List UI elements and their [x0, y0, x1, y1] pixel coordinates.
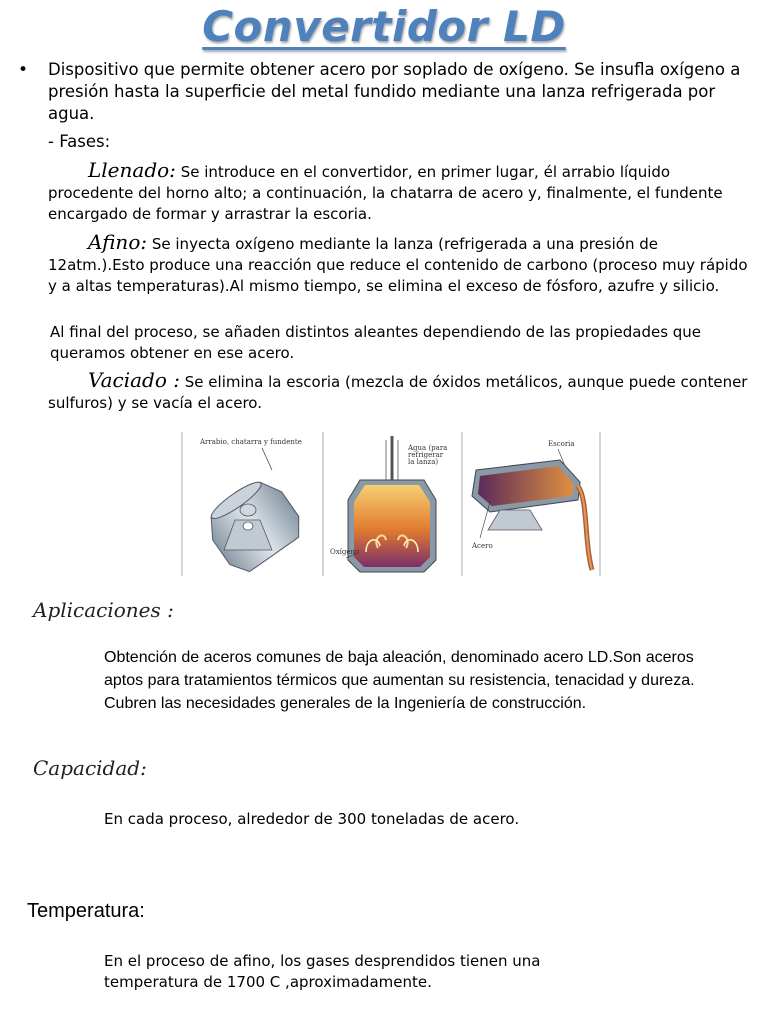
phase-afino	[48, 232, 758, 297]
bullet-marker: •	[18, 60, 29, 80]
phases-label: - Fases:	[48, 132, 111, 151]
page-title-text: Convertidor LD	[202, 2, 566, 51]
stage-refining	[330, 436, 447, 572]
phase-vaciado-name: Vaciado :	[88, 368, 180, 392]
text-temperatura: En el proceso de afino, los gases desprendidos tienen una temperatura de 1700 C ,aproximadamente.	[104, 952, 541, 991]
label-steel: Acero	[472, 542, 493, 550]
phase-llenado	[48, 160, 758, 225]
phase-afino-name: Afino:	[88, 230, 148, 254]
intro-paragraph: Dispositivo que permite obtener acero por soplado de oxígeno. Se insufla oxígeno a presión hasta la superficie del metal fundido mediante una lanza refrigerada por agua.	[48, 60, 741, 123]
afino-extra: Al final del proceso, se añaden distintos aleantes dependiendo de las propiedades que queramos obtener en ese acero.	[50, 323, 702, 362]
label-water: Agua (para refrigerar la lanza)	[408, 444, 448, 466]
label-filling: Arrabio, chatarra y fundente	[200, 438, 302, 446]
text-aplicaciones: Obtención de aceros comunes de baja aleación, denominado acero LD.Son aceros aptos para tratamientos térmicos que aumentan su resistencia, tenacidad y dureza. Cubren las necesidades generales de la Ingeniería de construcción.	[104, 649, 695, 712]
stage-tapping	[471, 440, 592, 570]
label-slag: Escoria	[548, 440, 575, 448]
phase-llenado-text: Se introduce en el convertidor, en primer lugar, él arrabio líquido procedente del horno alto; a continuación, la chatarra de acero y, finalmente, el fundente encargado de formar y arrastrar la escoria.	[48, 163, 723, 223]
label-oxygen: Oxígeno	[330, 548, 360, 556]
heading-capacidad: Capacidad:	[33, 756, 147, 780]
converter-illustration	[180, 430, 602, 578]
phase-afino-text: Se inyecta oxígeno mediante la lanza (refrigerada a una presión de 12atm.).Esto produce una reacción que reduce el contenido de carbono (proceso muy rápido y a altas temperaturas).Al mismo tiempo, se elimina el exceso de fósforo, azufre y silicio.	[48, 235, 748, 295]
heading-aplicaciones: Aplicaciones :	[33, 598, 174, 622]
phase-llenado-name: Llenado:	[88, 158, 176, 182]
converter-figure	[180, 430, 602, 578]
heading-temperatura: Temperatura:	[27, 900, 145, 922]
phase-vaciado	[48, 370, 758, 414]
phase-vaciado-text: Se elimina la escoria (mezcla de óxidos metálicos, aunque puede contener sulfuros) y se vacía el acero.	[48, 373, 748, 412]
stage-filling	[198, 438, 309, 578]
leader-line	[262, 448, 272, 470]
text-capacidad: En cada proceso, alrededor de 300 toneladas de acero.	[104, 810, 520, 828]
page-title	[0, 2, 768, 51]
